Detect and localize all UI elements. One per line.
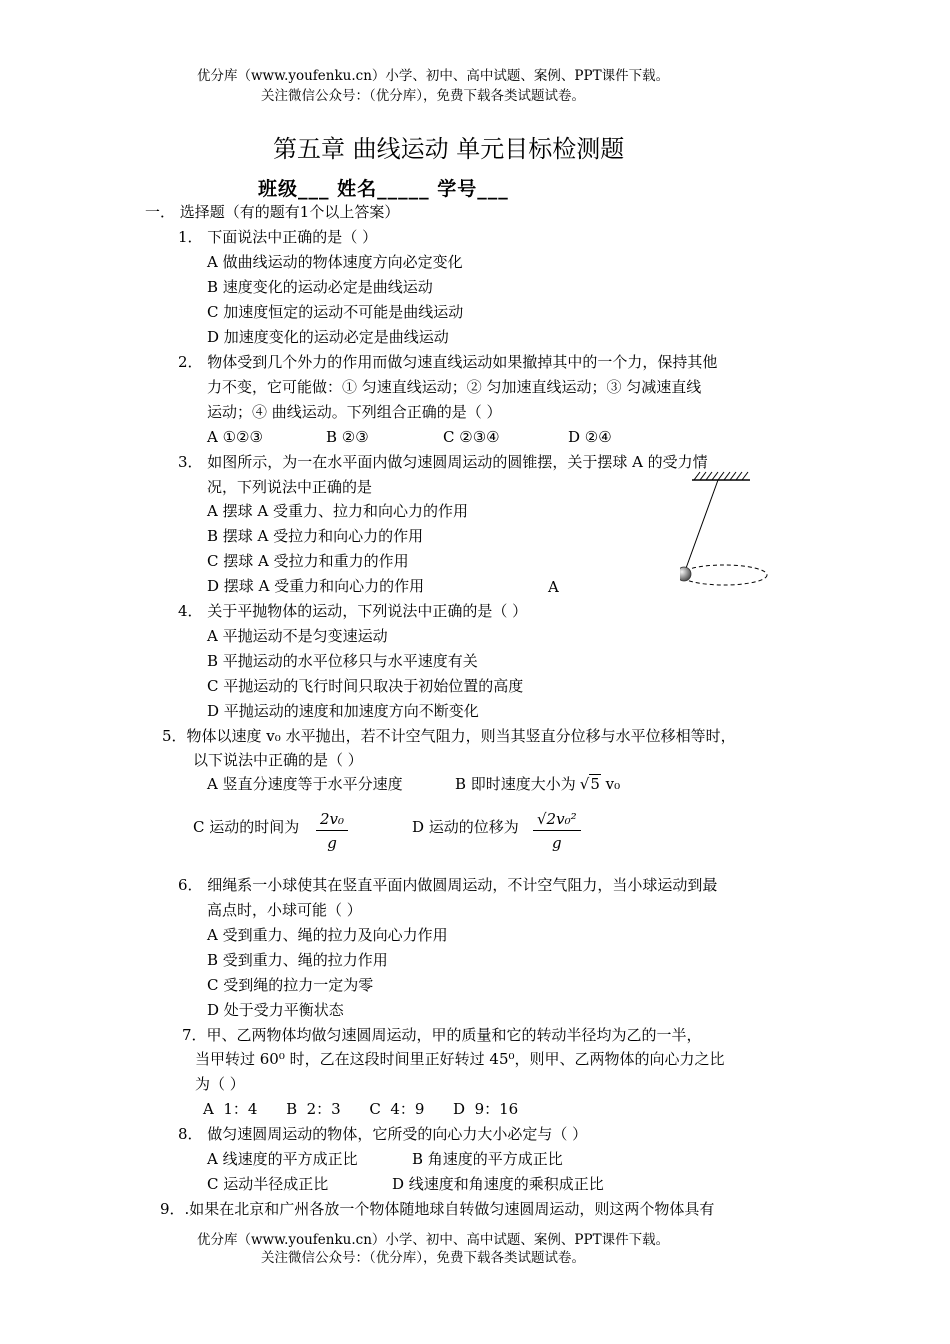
q8-option-b: B 角速度的平方成正比 [412, 1150, 563, 1168]
q5-option-b-radicand: 5 [590, 775, 600, 793]
header-line-2: 关注微信公众号：（优分库），免费下载各类试题试卷。 [261, 88, 585, 104]
q2-stem-line-2: 力不变，它可能做：① 匀速直线运动；② 匀加速直线运动；③ 匀减速直线 [207, 378, 702, 396]
ceiling-hatching [694, 472, 748, 480]
section-heading: 一． 选择题（有的题有1个以上答案） [145, 203, 400, 221]
q6-option-b: B 受到重力、绳的拉力作用 [207, 951, 388, 969]
q5-option-b-unit: v₀ [600, 775, 621, 793]
footer-line-2: 关注微信公众号：（优分库），免费下载各类试题试卷。 [261, 1250, 585, 1266]
q1-option-d: D 加速度变化的运动必定是曲线运动 [207, 328, 449, 346]
q5-option-c-denominator: g [327, 834, 337, 852]
q3-option-c: C 摆球 A 受拉力和重力的作用 [207, 552, 409, 570]
q4-option-a: A 平抛运动不是匀变速运动 [207, 627, 388, 645]
q8-option-a: A 线速度的平方成正比 [207, 1150, 358, 1168]
q3-option-b: B 摆球 A 受拉力和向心力的作用 [207, 527, 424, 545]
q5-stem-line-1: 5．物体以速度 v₀ 水平抛出，若不计空气阻力，则当其竖直分位移与水平位移相等时， [162, 727, 736, 745]
q4-option-d: D 平抛运动的速度和加速度方向不断变化 [207, 702, 479, 720]
q4-stem: 4． 关于平抛物体的运动，下列说法中正确的是（ ） [178, 602, 528, 620]
q7-stem-line-2: 当甲转过 60⁰ 时，乙在这段时间里正好转过 45⁰，则甲、乙两物体的向心力之比 [195, 1050, 725, 1068]
q5-option-d-label: D 运动的位移为 [412, 818, 519, 836]
q5-option-c-fraction [316, 810, 348, 852]
q1-stem: 1． 下面说法中正确的是（ ） [178, 228, 378, 246]
conical-pendulum-figure [680, 468, 775, 593]
q3-stem-line-2: 况，下列说法中正确的是 [207, 478, 373, 496]
q1-option-c: C 加速度恒定的运动不可能是曲线运动 [207, 303, 464, 321]
q8-option-d: D 线速度和角速度的乘积成正比 [392, 1175, 604, 1193]
student-info: 班级___ 姓名_____ 学号___ [258, 178, 509, 200]
q2-option-c: C ②③④ [443, 428, 500, 446]
q3-figure-label: A [548, 578, 559, 596]
circular-path [681, 565, 767, 585]
pendulum-string [685, 480, 718, 571]
page-title: 第五章 曲线运动 单元目标检测题 [273, 135, 625, 163]
q1-option-a: A 做曲线运动的物体速度方向必定变化 [207, 253, 463, 271]
q3-stem-line-1: 3． 如图所示，为一在水平面内做匀速圆周运动的圆锥摆，关于摆球 A 的受力情 [178, 453, 708, 471]
q6-stem-line-2: 高点时，小球可能（ ） [207, 901, 362, 919]
sqrt-sign: √5 [579, 775, 600, 793]
q6-option-c: C 受到绳的拉力一定为零 [207, 976, 374, 994]
q5-option-b [455, 774, 620, 794]
q5-option-b-text: B 即时速度大小为 [455, 775, 576, 793]
header-line-1: 优分库（www.youfenku.cn）小学、初中、高中试题、案例、PPT课件下载。 [197, 68, 670, 84]
q7-options: A 1：4 B 2：3 C 4：9 D 9：16 [203, 1100, 519, 1118]
q1-option-b: B 速度变化的运动必定是曲线运动 [207, 278, 433, 296]
q4-option-b: B 平抛运动的水平位移只与水平速度有关 [207, 652, 478, 670]
q2-stem-line-1: 2． 物体受到几个外力的作用而做匀速直线运动如果撤掉其中的一个力，保持其他 [178, 353, 718, 371]
pendulum-ball [680, 567, 691, 581]
q2-option-a: A ①②③ [207, 428, 263, 446]
q8-stem: 8． 做匀速圆周运动的物体，它所受的向心力大小必定与（ ） [178, 1125, 588, 1143]
q6-stem-line-1: 6． 细绳系一小球使其在竖直平面内做圆周运动，不计空气阻力，当小球运动到最 [178, 876, 718, 894]
q7-stem-line-1: 7．甲、乙两物体均做匀速圆周运动，甲的质量和它的转动半径均为乙的一半， [182, 1026, 702, 1044]
q4-option-c: C 平抛运动的飞行时间只取决于初始位置的高度 [207, 677, 524, 695]
q7-stem-line-3: 为（ ） [195, 1075, 245, 1093]
q3-option-d: D 摆球 A 受重力和向心力的作用 [207, 577, 425, 595]
q6-option-a: A 受到重力、绳的拉力及向心力作用 [207, 926, 448, 944]
q2-option-d: D ②④ [568, 428, 612, 446]
q5-option-c-label: C 运动的时间为 [193, 818, 300, 836]
footer-line-1: 优分库（www.youfenku.cn）小学、初中、高中试题、案例、PPT课件下载。 [197, 1232, 670, 1248]
q9-stem-line-1: 9．.如果在北京和广州各放一个物体随地球自转做匀速圆周运动，则这两个物体具有 [160, 1200, 715, 1218]
q8-option-c: C 运动半径成正比 [207, 1175, 329, 1193]
q3-option-a: A 摆球 A 受重力、拉力和向心力的作用 [207, 502, 468, 520]
q5-stem-line-2: 以下说法中正确的是（ ） [193, 751, 363, 769]
q6-option-d: D 处于受力平衡状态 [207, 1001, 344, 1019]
q2-stem-line-3: 运动；④ 曲线运动。下列组合正确的是（ ） [207, 403, 502, 421]
q5-option-d-numerator: √2v₀² [533, 810, 581, 831]
q5-option-d-denominator: g [552, 834, 562, 852]
q2-option-b: B ②③ [326, 428, 369, 446]
q5-option-d-fraction [533, 810, 581, 852]
q5-option-c-numerator: 2v₀ [316, 810, 348, 831]
q5-option-a: A 竖直分速度等于水平分速度 [207, 775, 403, 793]
